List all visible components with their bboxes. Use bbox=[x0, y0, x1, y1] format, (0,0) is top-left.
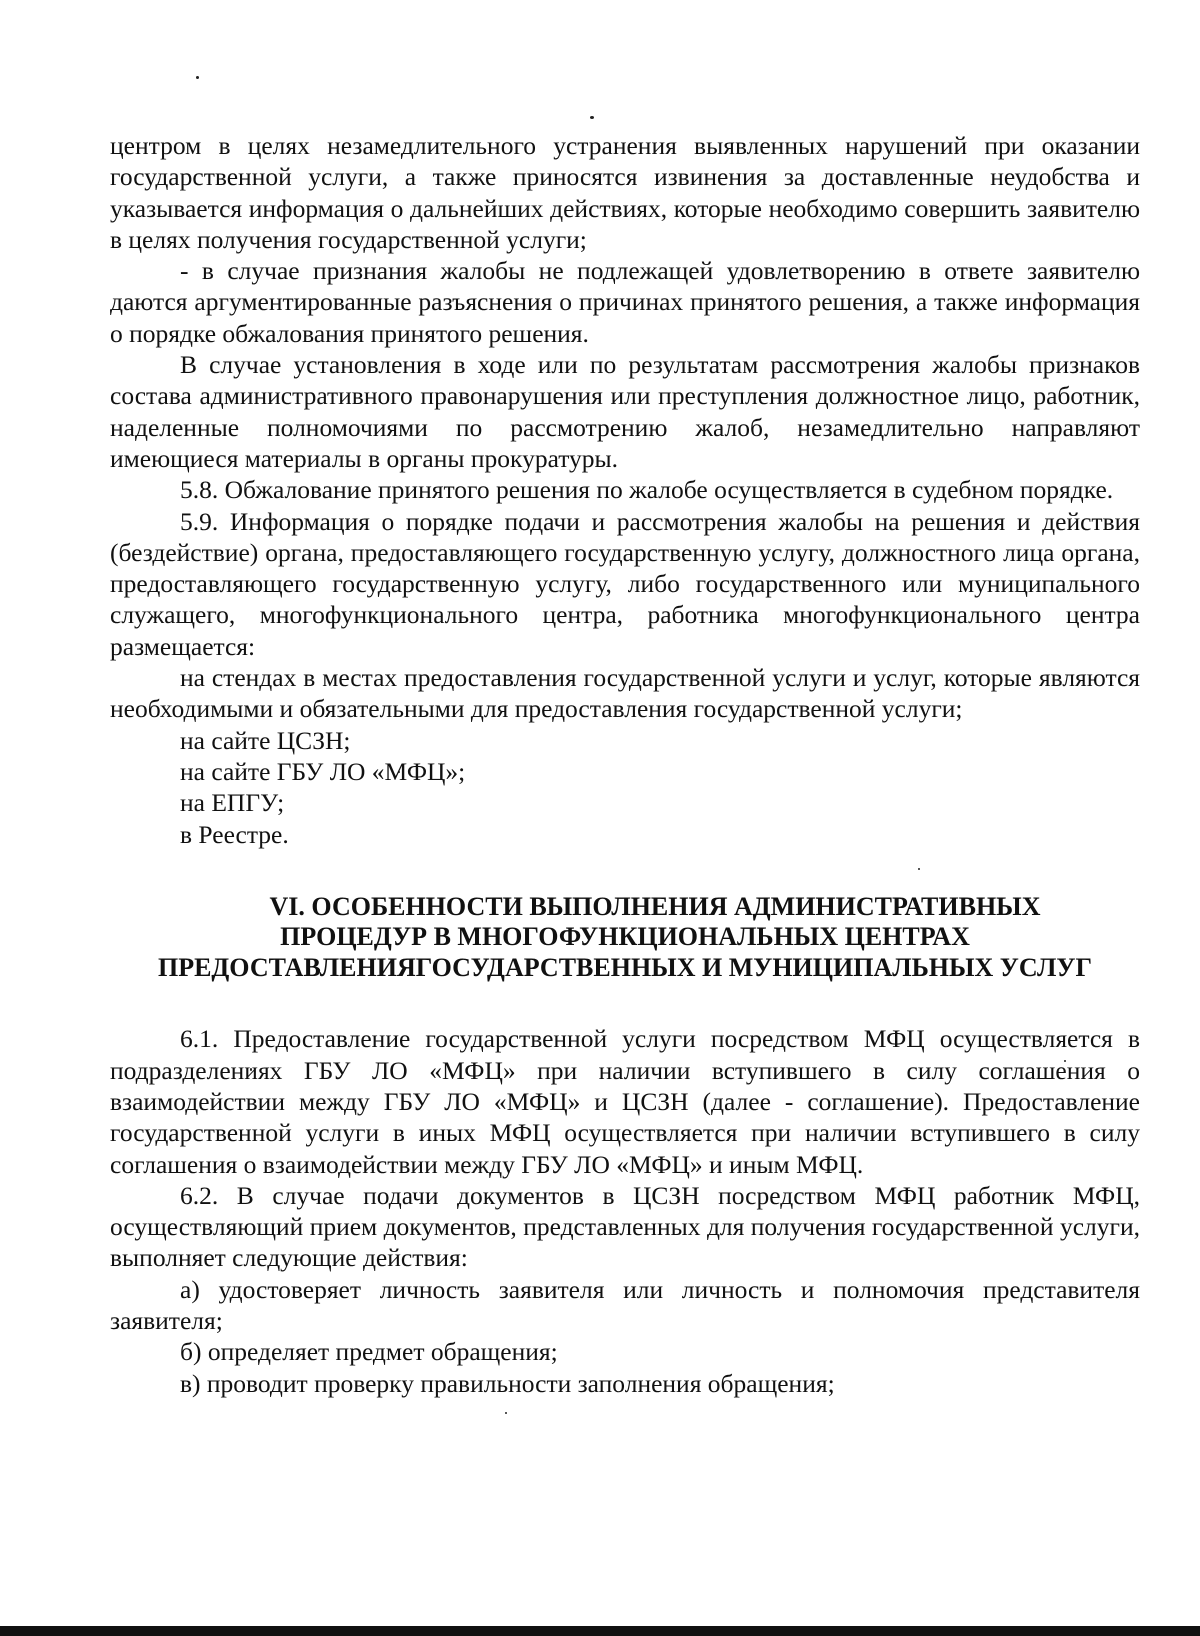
paragraph-5-8: 5.8. Обжалование принятого решения по жалобе осуществляется в судебном порядке. bbox=[180, 475, 1114, 505]
section-heading-line: ПРЕДОСТАВЛЕНИЯГОСУДАРСТВЕННЫХ И МУНИЦИПАЛЬНЫХ УСЛУГ bbox=[157, 952, 1093, 982]
paragraph-continuation: центром в целях незамедлительного устранения выявленных нарушений при оказании государственной услуги, а также приносятся извинения за доставленные неудобства и указывается информация о дальнейших действиях, которые необходимо совершить заявителю в целях получения государственной услуги; bbox=[110, 131, 1140, 254]
document-body bbox=[110, 130, 1140, 1399]
paragraph-6-1: 6.1. Предоставление государственной услуги посредством МФЦ осуществляется в подразделениях ГБУ ЛО «МФЦ» при наличии вступившего в силу соглашения о взаимодействии между ГБУ ЛО «МФЦ» и ЦСЗН (далее - соглашение). Предоставление государственной услуги в иных МФЦ осуществляется при наличии вступившего в силу соглашения о взаимодействии между ГБУ ЛО «МФЦ» и иным МФЦ. bbox=[110, 1024, 1140, 1179]
section-heading-line: ПРОЦЕДУР В МНОГОФУНКЦИОНАЛЬНЫХ ЦЕНТРАХ bbox=[280, 922, 970, 952]
scan-speck bbox=[505, 1412, 507, 1414]
list-item-epgu: на ЕПГУ; bbox=[180, 788, 285, 818]
list-item-cszn-site: на сайте ЦСЗН; bbox=[180, 725, 351, 755]
paragraph-offense-case: В случае установления в ходе или по результатам рассмотрения жалобы признаков состава административного правонарушения или преступления должностное лицо, работник, наделенные полномочиями по рассмотрению жалоб, незамедлительно направляют имеющиеся материалы в органы прокуратуры. bbox=[110, 350, 1140, 473]
scan-speck bbox=[196, 76, 199, 79]
scan-bottom-edge bbox=[0, 1626, 1200, 1636]
list-item-registry: в Реестре. bbox=[180, 819, 289, 849]
scan-speck bbox=[590, 116, 594, 119]
paragraph-5-9: 5.9. Информация о порядке подачи и рассмотрения жалобы на решения и действия (бездействие) органа, предоставляющего государственную услугу, должностного лица органа, предоставляющего государственную услугу, либо государственного или муниципального служащего, многофункционального центра, работника многофункционального центра размещается: bbox=[110, 506, 1140, 661]
list-item-mfc-site: на сайте ГБУ ЛО «МФЦ»; bbox=[180, 756, 466, 786]
section-heading bbox=[110, 892, 1140, 984]
list-item-check: в) проводит проверку правильности заполнения обращения; bbox=[180, 1368, 835, 1398]
section-heading-line: VI. ОСОБЕННОСТИ ВЫПОЛНЕНИЯ АДМИНИСТРАТИВНЫХ bbox=[269, 891, 1041, 921]
list-item-identity: а) удостоверяет личность заявителя или личность и полномочия представителя заявителя; bbox=[110, 1274, 1140, 1335]
list-item-subject: б) определяет предмет обращения; bbox=[180, 1337, 558, 1367]
paragraph-6-2: 6.2. В случае подачи документов в ЦСЗН посредством МФЦ работник МФЦ, осуществляющий прием документов, представленных для получения государственной услуги, выполняет следующие действия: bbox=[110, 1180, 1140, 1273]
paragraph-stands: на стендах в местах предоставления государственной услуги и услуг, которые являются необходимыми и обязательными для предоставления государственной услуги; bbox=[110, 663, 1140, 724]
paragraph-rejection-case: - в случае признания жалобы не подлежащей удовлетворению в ответе заявителю даются аргументированные разъяснения о причинах принятого решения, а также информация о порядке обжалования принятого решения. bbox=[110, 256, 1140, 348]
